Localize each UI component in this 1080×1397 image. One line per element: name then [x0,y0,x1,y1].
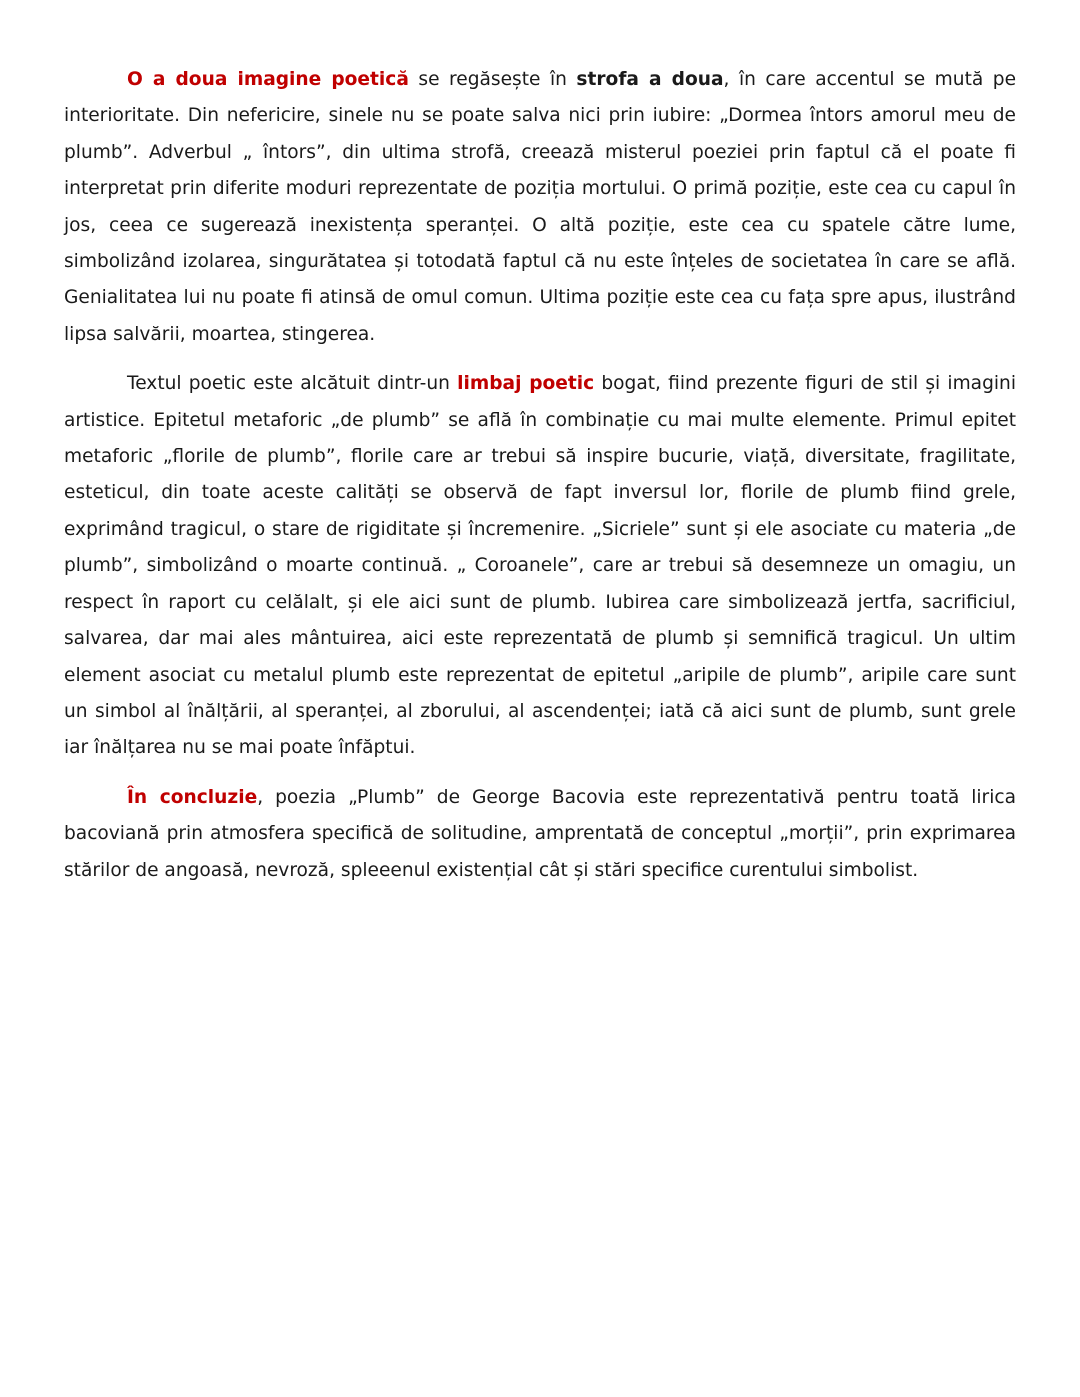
heading-phrase: O a doua imagine poetică [127,69,409,90]
paragraph-poetic-language [64,366,1016,766]
document-body [64,62,1016,902]
body-text: , în care accentul se mută pe interioritate. Din nefericire, sinele nu se poate salva nici prin iubire: „Dormea întors amorul meu de plumb”. Adverbul „ întors”, din ultima strofă, creează misterul poeziei prin faptul că el poate fi interpretat prin diferite moduri reprezentate de poziția mortului. O primă poziție, este cea cu capul în jos, ceea ce sugerează inexistența speranței. O altă poziție, este cea cu spatele către lume, simbolizând izolarea, singurătatea și totodată faptul că nu este înțeles de societatea în care se află. Genialitatea lui nu poate fi atinsă de omul comun. Ultima poziție este cea cu fața spre apus, ilustrând lipsa salvării, moartea, stingerea. [64,69,1017,345]
paragraph-conclusion [64,780,1016,889]
emphasis-phrase: strofa a doua [576,69,724,90]
heading-phrase: limbaj poetic [457,373,595,395]
body-text: bogat, fiind prezente figuri de stil și imagini artistice. Epitetul metaforic „de plumb” se află în combinație cu mai multe elemente. Primul epitet metaforic „florile de plumb”, florile care ar trebui să inspire bucurie, viață, diversitate, fragilitate, esteticul, din toate aceste calități se observă de fapt inversul lor, florile de plumb fiind grele, exprimând tragicul, o stare de rigiditate și încremenire. „Sicriele” sunt și ele asociate cu materia „de plumb”, simbolizând o moarte continuă. „ Coroanele”, care ar trebui să desemneze un omagiu, un respect în raport cu celălalt, și ele aici sunt de plumb. Iubirea care simbolizează jertfa, sacrificiul, salvarea, dar mai ales mântuirea, aici este reprezentată de plumb și semnifică tragicul. Un ultim element asociat cu metalul plumb este reprezentat de epitetul „aripile de plumb”, aripile care sunt un simbol al înălțării, al speranței, al zborului, al ascendenței; iată că aici sunt de plumb, sunt grele iar înălțarea nu se mai poate înfăptui. [64,373,1016,759]
body-text: se regăsește în [408,69,577,90]
body-text: , poezia „Plumb” de George Bacovia este reprezentativă pentru toată lirica bacoviană prin atmosfera specifică de solitudine, amprentată de conceptul „morții”, prin exprimarea stărilor de angoasă, nevroză, spleeenul existențial cât și stări specifice curentului simbolist. [64,786,1016,881]
paragraph-second-poetic-image [64,62,1016,353]
body-text: Textul poetic este alcătuit dintr-un [127,373,458,395]
heading-phrase: În concluzie [127,786,258,808]
